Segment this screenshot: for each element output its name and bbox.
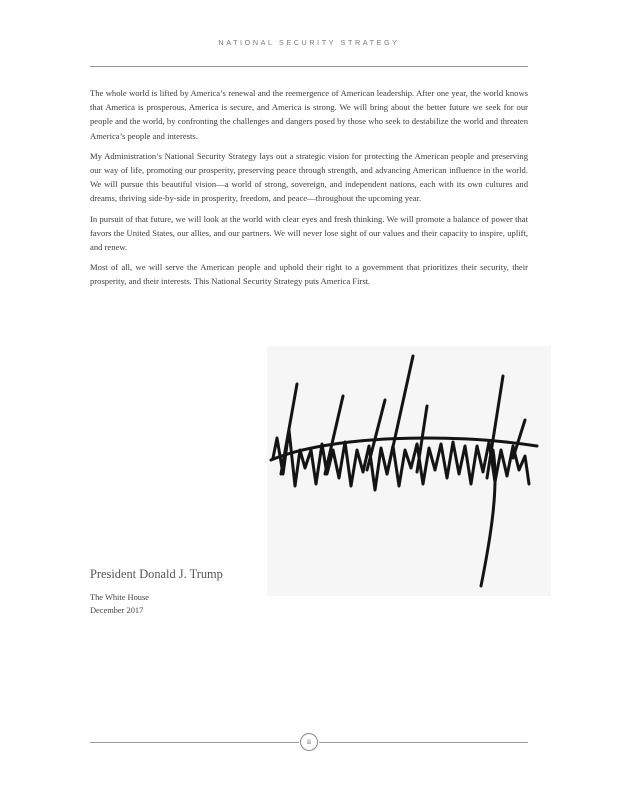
paragraph-4: Most of all, we will serve the American people and uphold their right to a government that prioritizes their security, their prosperity, and their interests. This National Security Strategy puts America First. [90,262,528,287]
paragraph-3: In pursuit of that future, we will look at the world with clear eyes and fresh thinking. We will promote a balance of power that favors the United States, our allies, and our partners. We will never lose sight of our values and their capacity to inspire, uplift, and renew. [90,213,528,253]
footer-divider-right [319,742,528,743]
signature-image [267,346,551,596]
footer-divider-left [90,742,299,743]
signer-place: The White House [90,593,149,602]
page-number-badge: ii [300,733,318,751]
running-header-title: NATIONAL SECURITY STRATEGY [218,38,400,47]
letter-body [90,86,528,295]
signer-name: President Donald J. Trump [90,567,223,581]
header-divider [90,66,528,67]
paragraph-1: The whole world is lifted by America’s renewal and the reemergence of American leadership. After one year, the world knows that America is prosperous, America is secure, and America is strong. We will bring about the better future we seek for our people and the world, by confronting the challenges and dangers posed by those who seek to destabilize the world and threaten America’s people and interests. [90,88,528,141]
paragraph-2: My Administration’s National Security Strategy lays out a strategic vision for protecting the American people and preserving our way of life, promoting our prosperity, preserving peace through strength, and advancing American influence in the world. We will pursue this beautiful vision—a world of strong, sovereign, and independent nations, each with its own cultures and dreams, thriving side-by-side in prosperity, freedom, and peace—throughout the upcoming year. [90,150,528,204]
handwritten-signature [267,346,551,596]
signer-date: December 2017 [90,606,144,615]
